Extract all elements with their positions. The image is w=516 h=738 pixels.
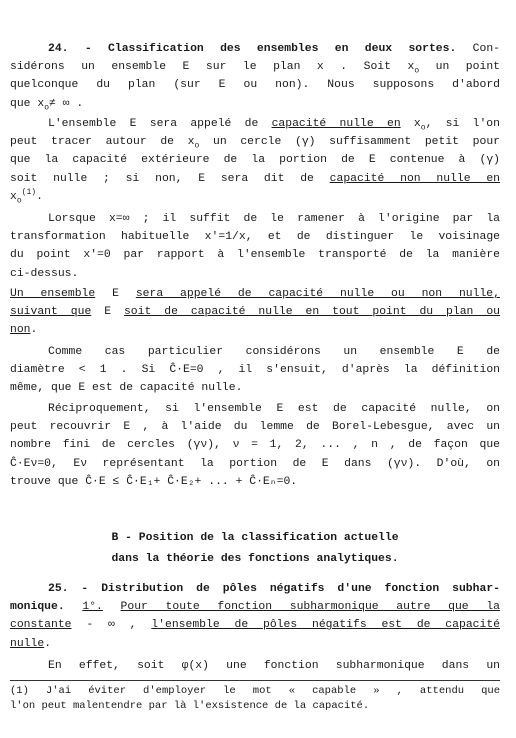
text-line: sidérons un ensemble E sur le plan x . Soit $x_o$ un point — [10, 61, 500, 76]
section-b-title-line1: B - Position de la classification actuelle — [111, 532, 399, 544]
text-line: que $x_o\ne$ ∞ . — [10, 97, 84, 112]
text-line: L'ensemble E sera appelé de capacité nulle en $x_o$, si l'on — [48, 118, 500, 133]
paragraph-infinity — [10, 210, 500, 283]
footnote — [10, 684, 500, 713]
defined-term: capacité non nulle en — [329, 172, 501, 185]
section-25-title: Distribution de pôles négatifs d'une fonction subhar- — [101, 583, 500, 595]
text-line: quelconque du plan (sur E ou non). Nous supposons d'abord — [10, 79, 500, 92]
section-24-title: Classification des ensembles en deux sortes. — [108, 43, 457, 55]
section-25-heading-line — [10, 580, 500, 598]
text-line: monique. 1°. Pour toute fonction subharmonique autre que la — [10, 601, 500, 614]
footnote-line: l'on peut malentendre par là l'exsistence de la capacité. — [10, 699, 370, 712]
section-25-number: 25. - — [48, 583, 89, 595]
text-line: peut tracer autour de $x_o$ un cercle (γ) suffisamment petit pour — [10, 136, 501, 151]
text-line: Comme cas particulier considérons un ensemble E de — [48, 346, 500, 358]
text-line: Ĉ·Eν=0, Eν représentant la portion de E dans (γν). D'où, on — [10, 457, 500, 470]
section-b-title-line2: dans la théorie des fonctions analytiques. — [111, 553, 399, 565]
defined-term: capacité nulle en — [271, 118, 401, 130]
text-line: transformation habituelle x'=1/x, et de distinguer le voisinage — [10, 231, 500, 244]
text-line: ci-dessus. — [10, 267, 79, 280]
footnote-divider — [10, 680, 500, 681]
text-line: Lorsque x=∞ ; il suffit de le ramener à l'origine par la — [48, 213, 500, 225]
paragraph-global-definition — [10, 285, 500, 340]
text-line: non. — [10, 324, 38, 337]
footnote-ref: (1) — [21, 188, 37, 198]
text-line: Réciproquement, si l'ensemble E est de capacité nulle, on — [48, 403, 500, 415]
text-line: Un ensemble E sera appelé de capacité nulle ou non nulle, — [10, 288, 500, 300]
text-line: trouve que Ĉ·E ≤ Ĉ·E₁+ Ĉ·E₂+ ... + Ĉ·Eₙ=0. — [10, 475, 298, 488]
text-line: En effet, soit φ(x) une fonction subharmonique dans un — [48, 660, 500, 672]
text-line: du point x'=0 par rapport à l'ensemble transporté de la manière — [10, 249, 500, 262]
text-line: nulle. — [10, 637, 52, 650]
section-24-heading-line: 24. - Classification des ensembles en deux sortes. Con- — [48, 43, 500, 55]
footnote-line: (1) J'ai éviter d'employer le mot « capable » , attendu que — [10, 685, 500, 697]
section-24-number: 24. — [48, 43, 69, 55]
paragraph-definition — [10, 115, 500, 206]
section-24 — [10, 40, 500, 113]
text-line: diamètre < 1 . Si Ĉ·E=0 , il s'ensuit, d'après la définition — [10, 364, 500, 377]
text-line: $x_o^{(1)}$. — [10, 188, 43, 206]
text-line: même, que E est de capacité nulle. — [10, 382, 243, 395]
paragraph-particular-case — [10, 343, 500, 398]
text-line: nombre fini de cercles (γν), ν = 1, 2, ... , n , de façon que — [10, 439, 500, 452]
text-line: peut recouvrir E , à l'aide du lemme de Borel-Lebesgue, avec un — [10, 421, 500, 434]
text-line: suivant que E soit de capacité nulle en tout point du plan ou — [10, 306, 500, 319]
text-line: soit nulle ; si non, E sera dit de capacité non nulle en — [10, 172, 501, 185]
text-line: constante - ∞ , l'ensemble de pôles négatifs est de capacité — [10, 619, 500, 632]
text-line: que la capacité extérieure de la portion de E contenue à (γ) — [10, 154, 500, 167]
paragraph-proof — [10, 657, 500, 675]
section-b-heading — [10, 528, 500, 570]
paragraph-reciprocal — [10, 400, 500, 491]
section-25 — [10, 580, 500, 653]
